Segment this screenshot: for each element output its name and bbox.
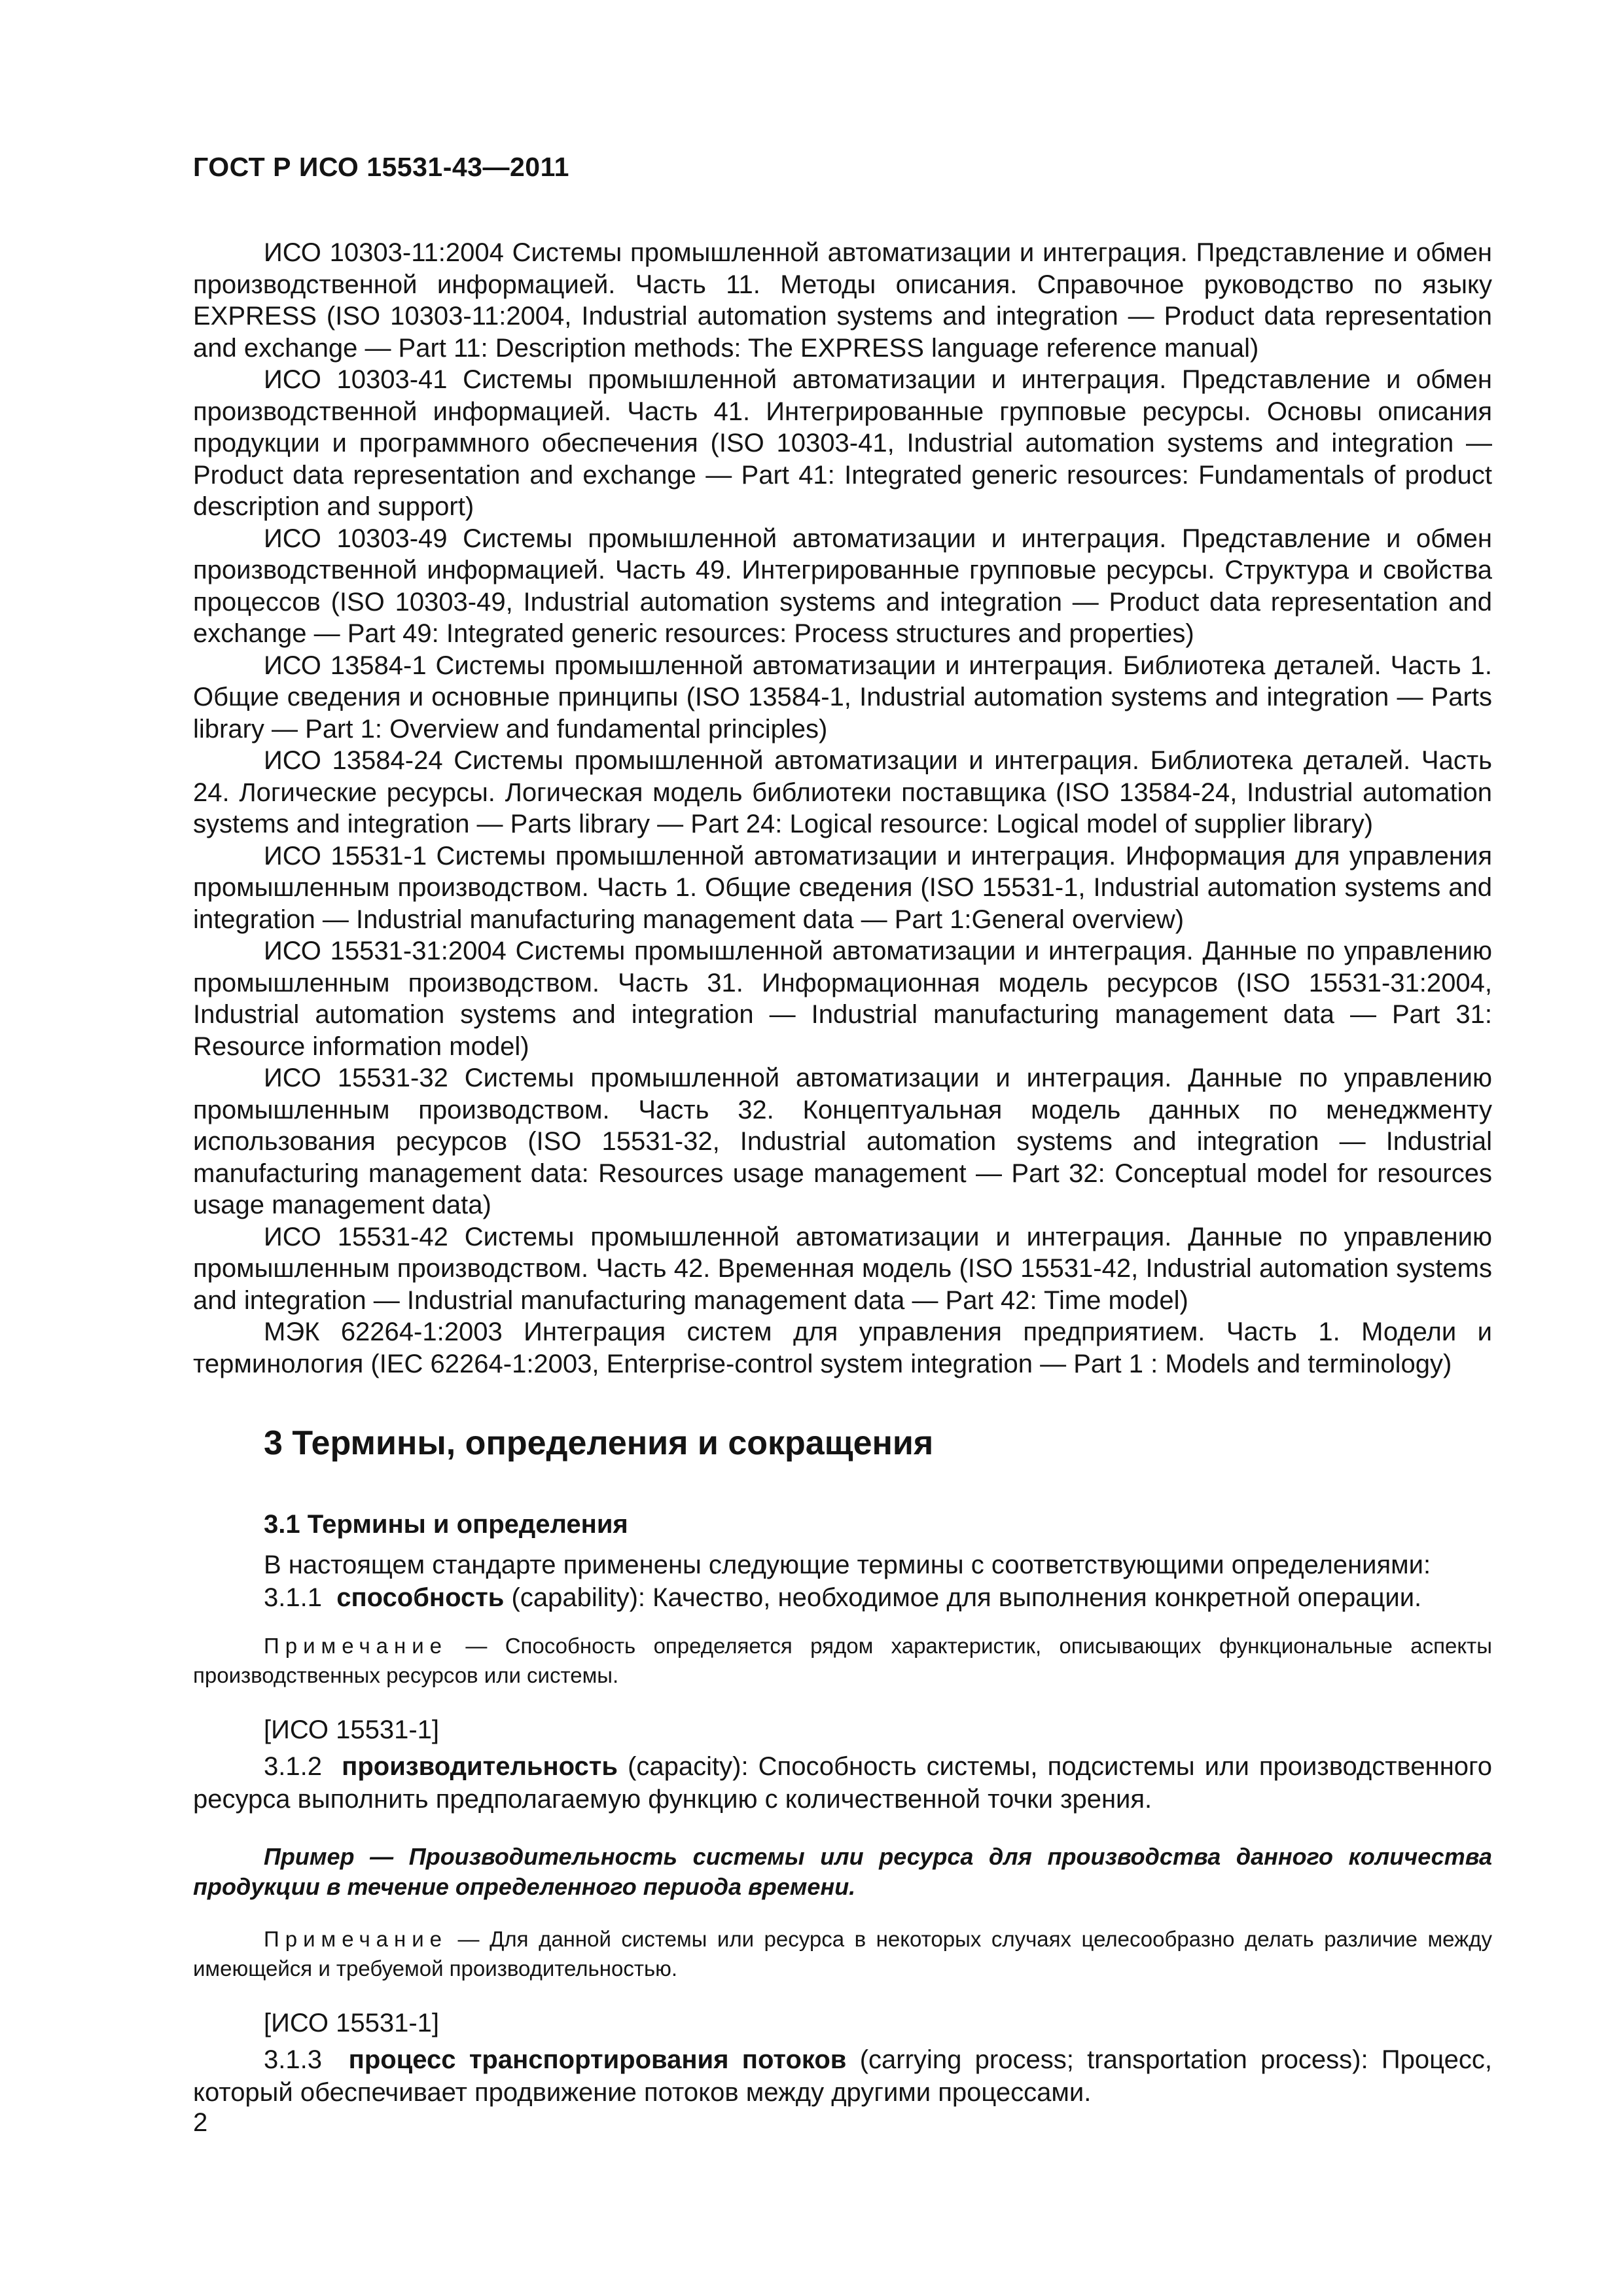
term-definition: (capacity): Способность системы, подсистемы или производственного ресурса выполнить предполагаемую функцию с количественной точки зрения. [193,1752,1492,1814]
term-definition: (carrying process; transportation process): Процесс, который обеспечивает продвижение потоков между другими процессами. [193,2045,1492,2107]
reference-item: ИСО 13584-24 Системы промышленной автоматизации и интеграция. Библиотека деталей. Часть 24. Логические ресурсы. Логическая модель библиотеки поставщика (ISO 13584-24, Industrial automation systems and integration — Parts library — Part 24: Logical resource: Logical model of supplier library) [193,746,1492,838]
note-label: Примечание [264,1634,448,1658]
reference-item: ИСО 15531-31:2004 Системы промышленной автоматизации и интеграция. Данные по управлению промышленным производством. Часть 31. Информационная модель ресурсов (ISO 15531-31:2004, Industrial automation systems and integration — Industrial manufacturing management data — Part 31: Resource information model) [193,937,1492,1061]
document-header: ГОСТ Р ИСО 15531-43—2011 [193,152,569,182]
source-reference: [ИСО 15531-1] [264,2009,440,2037]
reference-item: ИСО 15531-42 Системы промышленной автоматизации и интеграция. Данные по управлению промышленным производством. Часть 42. Временная модель (ISO 15531-42, Industrial automation systems and integration — Industrial manufacturing management data — Part 42: Time model) [193,1222,1492,1315]
note-text: — Для данной системы или ресурса в некоторых случаях целесообразно делать различие между имеющейся и требуемой производительностью. [193,1927,1492,1981]
term-number: 3.1.2 [264,1752,322,1781]
reference-item: ИСО 15531-1 Системы промышленной автоматизации и интеграция. Информация для управления промышленным производством. Часть 1. Общие сведения (ISO 15531-1, Industrial automation systems and integration — Industrial manufacturing management data — Part 1:General overview) [193,841,1492,934]
term-name: производительность [342,1752,618,1781]
page-content [193,151,1492,2109]
term-definition: (capability): Качество, необходимое для выполнения конкретной операции. [511,1583,1422,1612]
term-number: 3.1.3 [264,2045,322,2074]
note [193,1631,1492,1690]
term-number: 3.1.1 [264,1583,322,1612]
terms-body [193,1549,1492,2109]
reference-item: ИСО 10303-49 Системы промышленной автоматизации и интеграция. Представление и обмен производственной информацией. Часть 49. Интегрированные групповые ресурсы. Структура и свойства процессов (ISO 10303-49, Industrial automation systems and integration — Product data representation and exchange — Part 49: Integrated generic resources: Process structures and properties) [193,524,1492,648]
term-entry-capacity [193,1750,1492,1816]
note [193,1924,1492,1983]
terms-intro: В настоящем стандарте применены следующие термины с соответствующими определениями: [264,1551,1431,1579]
term-name: способность [336,1583,505,1612]
normative-references-list [193,237,1492,1380]
reference-item: ИСО 15531-32 Системы промышленной автоматизации и интеграция. Данные по управлению промышленным производством. Часть 32. Концептуальная модель данных по менеджменту использования ресурсов (ISO 15531-32, Industrial automation systems and integration — Industrial manufacturing management data: Resources usage management — Part 32: Conceptual model for resources usage management data) [193,1064,1492,1219]
reference-item: ИСО 10303-41 Системы промышленной автоматизации и интеграция. Представление и обмен производственной информацией. Часть 41. Интегрированные групповые ресурсы. Основы описания продукции и программного обеспечения (ISO 10303-41, Industrial automation systems and integration — Product data representation and exchange — Part 41: Integrated generic resources: Fundamentals of product description and support) [193,365,1492,521]
reference-item: МЭК 62264-1:2003 Интеграция систем для управления предприятием. Часть 1. Модели и терминология (IEC 62264-1:2003, Enterprise-control system integration — Part 1 : Models and terminology) [193,1318,1492,1378]
term-entry-capability [193,1581,1492,1614]
example: Пример — Производительность системы или ресурса для производства данного количества продукции в течение определенного периода времени. [193,1843,1492,1900]
reference-item: ИСО 10303-11:2004 Системы промышленной автоматизации и интеграция. Представление и обмен производственной информацией. Часть 11. Методы описания. Справочное руководство по языку EXPRESS (ISO 10303-11:2004, Industrial automation systems and integration — Product data representation and exchange — Part 11: Description methods: The EXPRESS language reference manual) [193,238,1492,363]
term-entry-carrying-process [193,2043,1492,2109]
page-number: 2 [193,2108,208,2137]
section-title: 3 Термины, определения и сокращения [264,1424,934,1462]
subsection-title: 3.1 Термины и определения [264,1510,628,1539]
note-text: — Способность определяется рядом характеристик, описывающих функциональные аспекты производственных ресурсов или системы. [193,1634,1493,1687]
reference-item: ИСО 13584-1 Системы промышленной автоматизации и интеграция. Библиотека деталей. Часть 1. Общие сведения и основные принципы (ISO 13584-1, Industrial automation systems and integration — Parts library — Part 1: Overview and fundamental principles) [193,651,1492,744]
source-reference: [ИСО 15531-1] [264,1715,440,1744]
term-name: процесс транспортирования потоков [348,2045,847,2074]
note-label: Примечание [264,1927,448,1951]
